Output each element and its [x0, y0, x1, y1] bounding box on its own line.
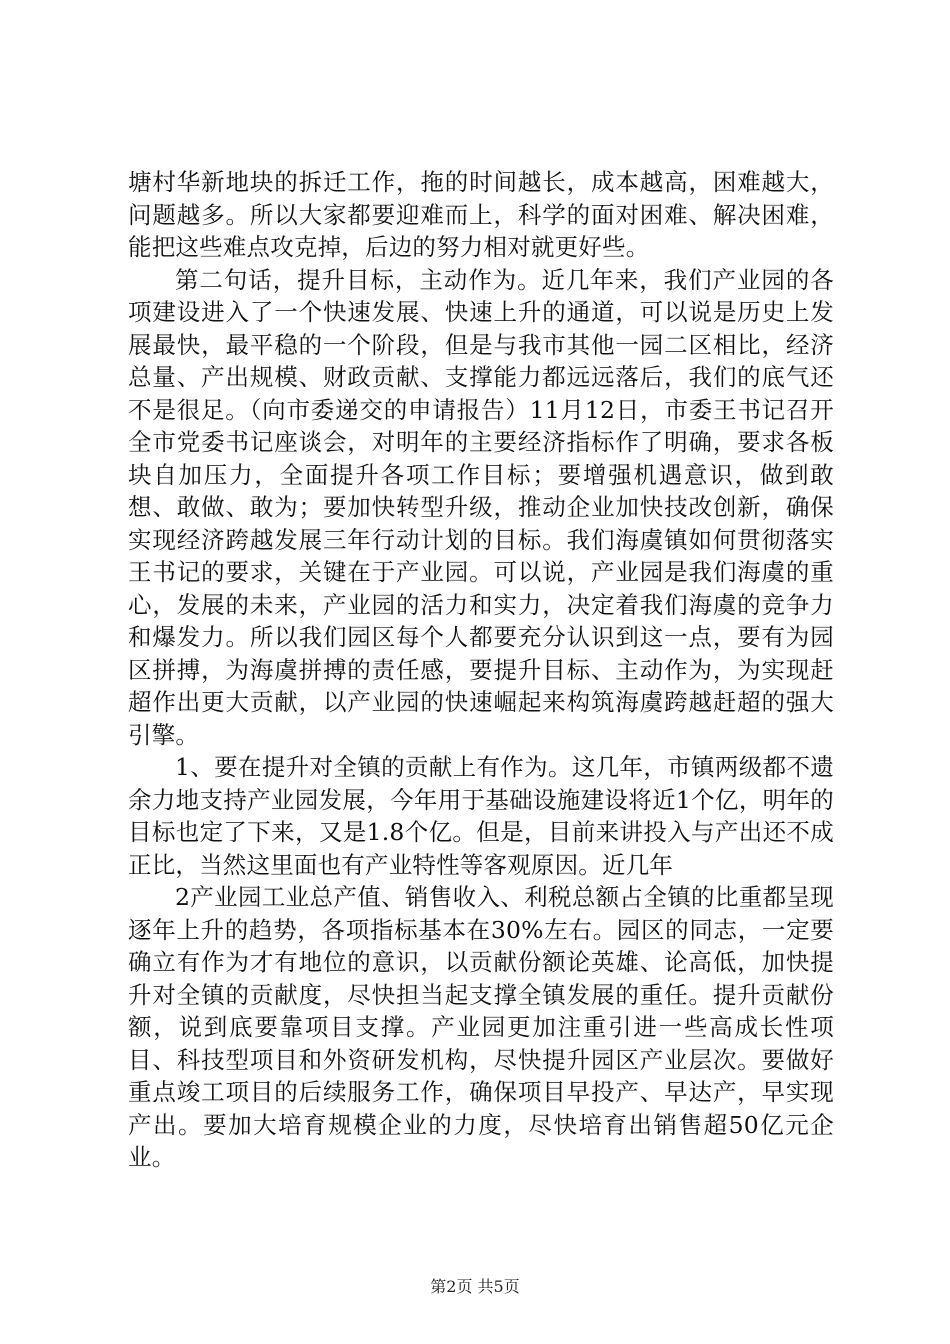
document-body: [128, 166, 834, 1174]
paragraph-continuation: 塘村华新地块的拆迁工作，拖的时间越长，成本越高，困难越大，问题越多。所以大家都要迎难而上，科学的面对困难、解决困难，能把这些难点攻克掉，后边的努力相对就更好些。: [128, 168, 834, 261]
page-footer: 第2页 共5页: [430, 1277, 520, 1296]
paragraph-item-2: 2产业园工业总产值、销售收入、利税总额占全镇的比重都呈现逐年上升的趋势，各项指标基本在30%左右。园区的同志，一定要确立有作为才有地位的意识，以贡献份额论英雄、论高低，加快提升对全镇的贡献度，尽快担当起支撑全镇发展的重任。提升贡献份额，说到底要靠项目支撑。产业园更加注重引进一些高成长性项目、科技型项目和外资研发机构，尽快提升园区产业层次。要做好重点竣工项目的后续服务工作，确保项目早投产、早达产，早实现产出。要加大培育规模企业的力度，尽快培育出销售超50亿元企业。: [128, 883, 834, 1171]
paragraph-second-point: 第二句话，提升目标，主动作为。近几年来，我们产业园的各项建设进入了一个快速发展、快速上升的通道，可以说是历史上发展最快，最平稳的一个阶段，但是与我市其他一园二区相比，经济总量、产出规模、财政贡献、支撑能力都远远落后，我们的底气还不是很足。（向市委递交的申请报告）11月12日，市委王书记召开全市党委书记座谈会，对明年的主要经济指标作了明确，要求各板块自加压力，全面提升各项工作目标；要增强机遇意识，做到敢想、敢做、敢为；要加快转型升级，推动企业加快技改创新，确保实现经济跨越发展三年行动计划的目标。我们海虞镇如何贯彻落实王书记的要求，关键在于产业园。可以说，产业园是我们海虞的重心，发展的未来，产业园的活力和实力，决定着我们海虞的竞争力和爆发力。所以我们园区每个人都要充分认识到这一点，要有为园区拼搏，为海虞拼搏的责任感，要提升目标、主动作为，为实现赶超作出更大贡献，以产业园的快速崛起来构筑海虞跨越赶超的强大引擎。: [128, 265, 834, 749]
paragraph-item-1: 1、要在提升对全镇的贡献上有作为。这几年，市镇两级都不遗余力地支持产业园发展，今年用于基础设施建设将近1个亿，明年的目标也定了下来，又是1.8个亿。但是，目前来讲投入与产出还不成正比，当然这里面也有产业特性等客观原因。近几年: [128, 753, 834, 879]
